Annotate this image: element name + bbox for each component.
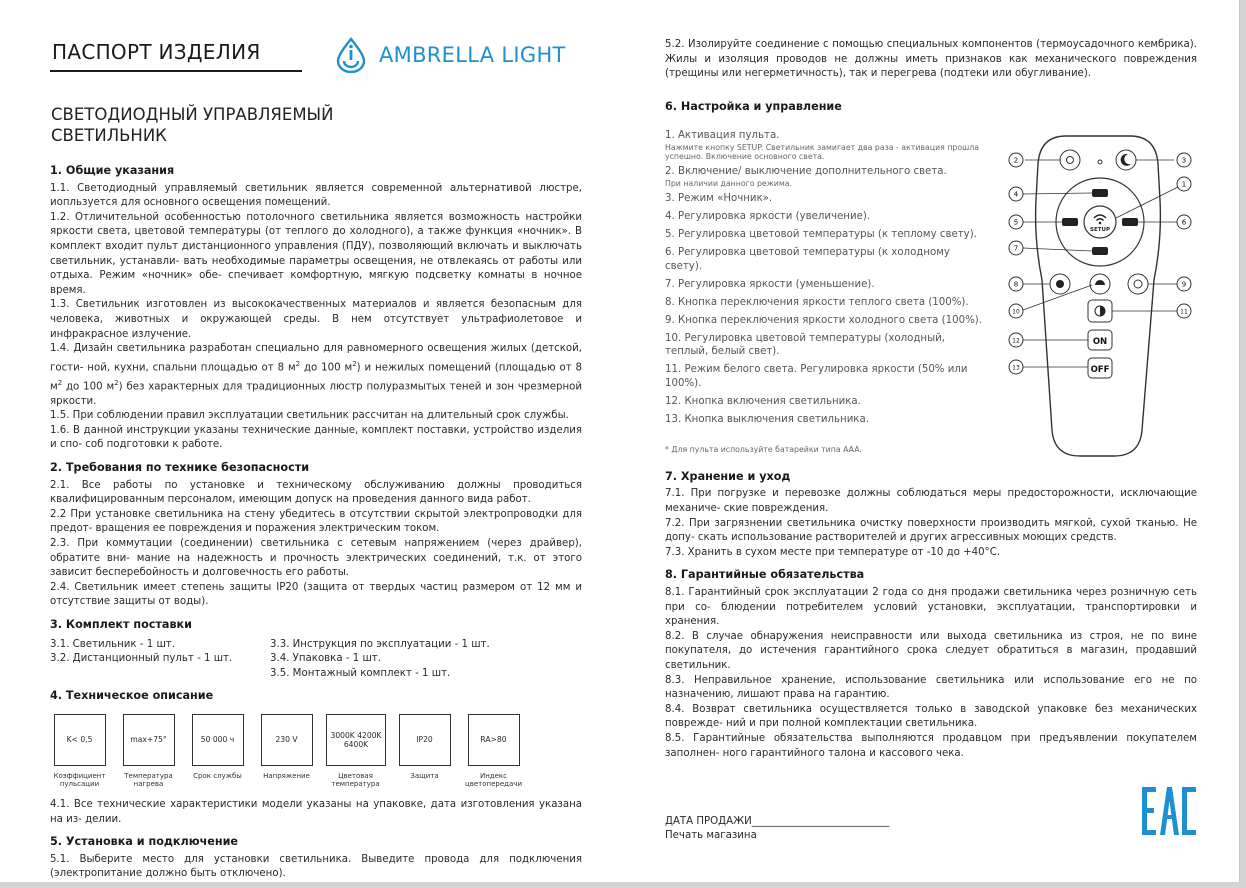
callout-number: 11 — [1180, 308, 1188, 316]
cold-button — [1122, 218, 1138, 226]
remote-function: 6. Регулировка цветовой температуры (к холодному свету). — [665, 247, 950, 272]
spec-value: 230 V — [261, 714, 313, 766]
kit-list — [50, 638, 582, 682]
minus-button — [1092, 247, 1108, 255]
kit-item: 3.2. Дистанционный пульт - 1 шт. — [50, 653, 233, 665]
product-title-line: СВЕТИЛЬНИК — [51, 126, 167, 145]
left-column — [50, 164, 582, 882]
callout-number: 13 — [1012, 364, 1020, 372]
store-stamp-label: Печать магазина — [665, 830, 757, 841]
plus-button — [1092, 189, 1108, 197]
on-label: ON — [1092, 337, 1108, 347]
paragraph: 1.2. Отличительной особенностью потолочного светильника является возможность настройки яркости света, цветовой температуры (от теплого до холодного), а также функция «ночник». В комплект входит пульт дистанционного управления (ПДУ), позволяющий включать и выключать светильник, устанавли- вать необходимые параметры освещения, не отвлекаясь от работы или отдыха. Режим «ночник» обе- спечивает комфортную, мягкую подсветку комнаты в ночное время. — [50, 211, 582, 296]
text: ) без характерных для традиционных люстр полуразмытых теней и зон чрезмерной яркости. — [50, 381, 582, 407]
document-title: ПАСПОРТ ИЗДЕЛИЯ — [52, 40, 261, 64]
paragraph: 5.2. Изолируйте соединение с помощью специальных компонентов (термоусадочного кембрика). Жилы и изоляция проводов не должны иметь признаков как механического повреждения (трещины или негерметичность), так и перегрева (подтеки или обугливание). — [665, 39, 1197, 80]
kit-column — [270, 638, 490, 682]
section-heading: 3. Комплект поставки — [50, 618, 192, 631]
text: 1.4. Дизайн светильника разработан специально для равномерного освещения жилых (детской, гости- ной, кухни, спальни площадью от 8 м — [50, 343, 582, 374]
paragraph: 4.1. Все технические характеристики модели указаны на упаковке, дата изготовления указана на из- делии. — [50, 798, 582, 825]
kit-item: 3.5. Монтажный комплект - 1 шт. — [270, 667, 451, 679]
warm-button — [1062, 218, 1078, 226]
superscript: 2 — [352, 359, 357, 368]
callout-number: 12 — [1012, 337, 1020, 345]
spec-caption: Напряжение — [263, 771, 310, 780]
brand-drop-icon — [333, 37, 369, 73]
paragraph: 8.1. Гарантийный срок эксплуатации 2 года со дня продажи светильника через розничную сеть при со- блюдении потребителем условий установки, эксплуатации, транспортировки и хранения. — [665, 587, 1197, 628]
paragraph: 8.2. В случае обнаружения неисправности или выхода светильника из строя, не по вине покупателя, до истечения гарантийного срока следует обратиться в магазин, продавший светильник. — [665, 630, 1197, 671]
spec-value: 3000K 4200K 6400K — [326, 714, 386, 766]
function-label: 1. Активация пульта. — [665, 130, 780, 142]
battery-note: * Для пульта используйте батарейки типа AAA. — [665, 444, 862, 454]
paragraph — [50, 342, 582, 409]
spec-item — [257, 714, 316, 788]
function-label: 2. Включение/ выключение дополнительного света. — [665, 166, 947, 178]
function-note: Нажмите кнопку SETUP. Светильник замигает два раза - активация прошла успешно. Включение основного света. — [665, 142, 980, 161]
section-heading: 4. Техническое описание — [50, 689, 214, 703]
remote-function: 10. Регулировка цветовой температуры (холодный, теплый, белый свет). — [665, 332, 945, 358]
title-underline — [50, 70, 302, 72]
remote-function: 9. Кнопка переключения яркости холодного света (100%). — [665, 314, 982, 326]
text: до 100 м — [300, 362, 353, 374]
remote-function: 8. Кнопка переключения яркости теплого света (100%). — [665, 296, 969, 308]
remote-function: 7. Регулировка яркости (уменьшение). — [665, 278, 875, 290]
callout-number: 10 — [1012, 308, 1020, 316]
remote-function — [665, 129, 985, 161]
paragraph: 1.3. Светильник изготовлен из высококачественных материалов и является безопасным для человека, животных и окружающей среды. В нем отсутствует ультрафиолетовое и инфракрасное излучение. — [50, 299, 582, 340]
spec-value: 50 000 ч — [192, 714, 244, 766]
brand-logo — [333, 37, 566, 73]
remote-function: 4. Регулировка яркости (увеличение). — [665, 211, 871, 223]
paragraph: 8.4. Возврат светильника осуществляется только в заводской упаковке без механических поврежде- ний и при полной комплектации светильника. — [665, 703, 1197, 730]
callout-number: 1 — [1181, 180, 1187, 189]
remote-function: 13. Кнопка выключения светильника. — [665, 413, 869, 425]
spec-item — [50, 714, 109, 788]
function-note: При наличии данного режима. — [665, 178, 792, 188]
eac-mark-icon — [1140, 785, 1198, 837]
brand-name: AMBRELLA LIGHT — [379, 43, 566, 67]
product-title-line: СВЕТОДИОДНЫЙ УПРАВЛЯЕМЫЙ — [51, 105, 334, 124]
paragraph: 8.3. Неправильное хранение, использование светильника или использование его не по назначению, лишают права на гарантию. — [665, 674, 1197, 701]
remote-control-diagram — [1004, 130, 1204, 470]
spec-item — [395, 714, 454, 788]
callout-number: 6 — [1181, 218, 1187, 227]
spec-value: max+75° — [123, 714, 175, 766]
spec-boxes — [50, 714, 582, 788]
callout-number: 5 — [1013, 218, 1019, 227]
kit-item: 3.3. Инструкция по эксплуатации - 1 шт. — [270, 638, 490, 650]
product-title — [51, 104, 333, 146]
superscript: 2 — [295, 359, 301, 368]
spec-caption: Срок службы — [193, 771, 242, 780]
spec-value: IP20 — [399, 714, 451, 766]
paragraph: 5.1. Выберите место для установки светильника. Выведите провода для подключения (электропитание должно быть отключено). — [50, 853, 582, 880]
remote-function: 12. Кнопка включения светильника. — [665, 395, 861, 407]
remote-function — [665, 165, 985, 188]
section-heading: 2. Требования по технике безопасности — [50, 461, 310, 475]
text: ) и нежилых помещений (площадью от 8 м — [50, 362, 582, 393]
paragraph: 2.3. При коммутации (соединении) светильника с сетевым напряжением (через драйвер), обратите вни- мание на надежность и прочность электрических соединений, т.к. от этого зависит бесперебойность и долговечность его работы. — [50, 538, 582, 579]
kit-item: 3.4. Упаковка - 1 шт. — [270, 653, 381, 665]
remote-function: 5. Регулировка цветовой температуры (к теплому свету). — [665, 229, 977, 241]
section-heading: 8. Гарантийные обязательства — [665, 568, 865, 582]
off-label: OFF — [1090, 365, 1110, 375]
section-heading: 7. Хранение и уход — [665, 469, 791, 483]
sale-date-line: ДАТА ПРОДАЖИ___________________________ — [665, 816, 890, 827]
paragraph: 2.1. Все работы по установке и техническому обслуживанию должны проводиться квалифицированным персоналом, имеющим допуск на проведения данного вида работ. — [50, 479, 582, 506]
paragraph: 7.2. При загрязнении светильника очистку поверхности производить мягкой, сухой тканью. Не допу- скать использование растворителей и других агрессивных моющих средств. — [665, 517, 1197, 544]
kit-item: 3.1. Светильник - 1 шт. — [50, 638, 175, 650]
spec-item — [188, 714, 247, 788]
superscript: 2 — [114, 378, 119, 387]
remote-function: 11. Режим белого света. Регулировка яркости (50% или 100%). — [665, 364, 968, 389]
callout-number: 3 — [1181, 156, 1187, 165]
section-heading: 6. Настройка и управление — [665, 99, 842, 113]
setup-label: SETUP — [1090, 227, 1110, 233]
paragraph: 7.1. При погрузке и перевозке должны соблюдаться меры предосторожности, исключающие механиче- ские повреждения. — [665, 488, 1197, 515]
kit-column — [50, 638, 270, 682]
sale-info — [665, 815, 889, 843]
paragraph: 8.5. Гарантийные обязательства выполняются продавцом при предъявлении покупателем заполнен- ного гарантийного талона и кассового чека. — [665, 732, 1197, 759]
spec-caption: Индекс цветопередачи — [464, 771, 522, 788]
callout-number: 8 — [1013, 280, 1019, 289]
spec-value: RA>80 — [468, 714, 520, 766]
text: до 100 м — [62, 381, 115, 393]
callout-number: 2 — [1013, 156, 1019, 165]
paragraph: 1.5. При соблюдении правил эксплуатации светильник рассчитан на длительный срок службы. — [50, 410, 569, 422]
spec-value: K< 0,5 — [54, 714, 106, 766]
spec-item — [119, 714, 178, 788]
callout-number: 4 — [1013, 190, 1019, 199]
paragraph: 2.4. Светильник имеет степень защиты IP20 (защита от твердых частиц размером от 12 мм и отсутствие защиты от воды). — [50, 581, 582, 608]
section-heading: 1. Общие указания — [50, 164, 175, 177]
spec-caption: Коэффициент пульсации — [53, 771, 106, 788]
superscript: 2 — [57, 378, 63, 387]
spec-item — [464, 714, 523, 788]
spec-caption: Температура нагрева — [124, 771, 173, 788]
paragraph: 1.6. В данной инструкции указаны технические данные, комплект поставки, устройство изделия и спо- соб подготовки к работе. — [50, 424, 582, 451]
section-heading: 5. Установка и подключение — [50, 835, 239, 849]
remote-function-list — [665, 129, 985, 454]
spec-caption: Защита — [410, 771, 439, 780]
remote-body — [1036, 136, 1161, 456]
paragraph: 7.3. Хранить в сухом месте при температуре от -10 до +40°С. — [665, 546, 1001, 558]
paragraph: 1.1. Светодиодный управляемый светильник является современной альтернативой люстре, иопльзуется для основного освещения помещений. — [50, 182, 582, 209]
remote-function: 3. Режим «Ночник». — [665, 193, 773, 205]
callout-number: 9 — [1181, 280, 1187, 289]
callout-number: 7 — [1013, 244, 1019, 253]
paragraph: 2.2 При установке светильника на стену убедитесь в отсутствии скрытой электропроводки для предот- вращения ее повреждения и поражения электрическим током. — [50, 508, 582, 535]
spec-caption: Цветовая температура — [331, 771, 380, 788]
spec-item — [326, 714, 385, 788]
